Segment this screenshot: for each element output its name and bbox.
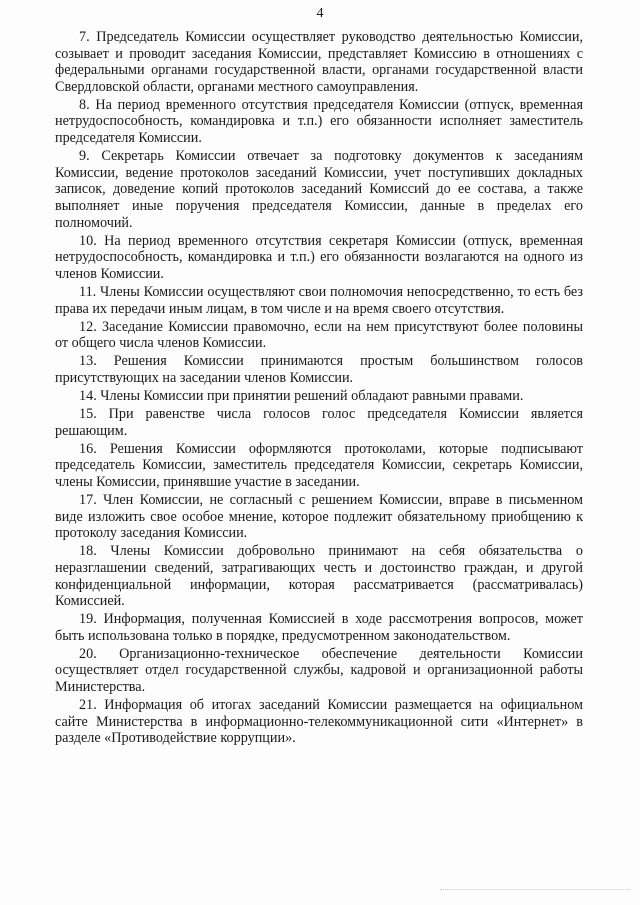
paragraph-19: 19. Информация, полученная Комиссией в ходе рассмотрения вопросов, может быть использована только в порядке, предусмотренном законодательством. — [55, 611, 583, 644]
paragraph-13: 13. Решения Комиссии принимаются простым большинством голосов присутствующих на заседании членов Комиссии. — [55, 353, 583, 386]
page-number: 4 — [316, 6, 324, 21]
paragraph-14: 14. Члены Комиссии при принятии решений обладают равными правами. — [79, 387, 524, 404]
document-body — [55, 29, 583, 748]
paragraph-9: 9. Секретарь Комиссии отвечает за подготовку документов к заседаниям Комиссии, ведение протоколов заседаний Комиссии, учет поступивших докладных записок, доведение копий протоколов заседаний Комиссий до ее состава, а также выполняет иные поручения председателя Комиссии, данные в пределах его полномочий. — [55, 148, 583, 231]
paragraph-15: 15. При равенстве числа голосов голос председателя Комиссии является решающим. — [55, 406, 583, 439]
paragraph-12: 12. Заседание Комиссии правомочно, если на нем присутствуют более половины от общего числа членов Комиссии. — [55, 318, 583, 352]
paragraph-21: 21. Информация об итогах заседаний Комиссии размещается на официальном сайте Министерства в информационно-телекоммуникационной сити «Интернет» в разделе «Противодействие коррупции». — [55, 697, 583, 747]
paragraph-16: 16. Решения Комиссии оформляются протоколами, которые подписывают председатель Комиссии, заместитель председателя Комиссии, секретарь Комиссии, члены Комиссии, принявшие участие в заседании. — [55, 440, 583, 490]
paragraph-17: 17. Член Комиссии, не согласный с решением Комиссии, вправе в письменном виде изложить свое особое мнение, которое подлежит обязательному приобщению к протоколу заседания Комиссии. — [55, 492, 583, 542]
paragraph-11: 11. Члены Комиссии осуществляют свои полномочия непосредственно, то есть без права их передачи иным лицам, в том числе и на время своего отсутствия. — [55, 283, 583, 317]
paragraph-10: 10. На период временного отсутствия секретаря Комиссии (отпуск, временная нетрудоспособность, командировка и т.п.) его обязанности возлагаются на одного из членов Комиссии. — [55, 232, 583, 282]
paragraph-7: 7. Председатель Комиссии осуществляет руководство деятельностью Комиссии, созывает и проводит заседания Комиссии, представляет Комиссию в отношениях с федеральными органами государственной власти, органами государственной власти Свердловской области, органами местного самоуправления. — [55, 29, 583, 95]
paragraph-18: 18. Члены Комиссии добровольно принимают на себя обязательства о неразглашении сведений, затрагивающих честь и достоинство граждан, и другой конфиденциальной информации, которая рассматривается (рассматривалась) Комиссией. — [55, 543, 583, 610]
scan-artifact — [440, 889, 630, 893]
paragraph-20: 20. Организационно-техническое обеспечение деятельности Комиссии осуществляет отдел государственной службы, кадровой и организационной работы Министерства. — [55, 645, 583, 696]
paragraph-8: 8. На период временного отсутствия председателя Комиссии (отпуск, временная нетрудоспособность, командировка и т.п.) его обязанности исполняет заместитель председателя Комиссии. — [55, 96, 583, 147]
